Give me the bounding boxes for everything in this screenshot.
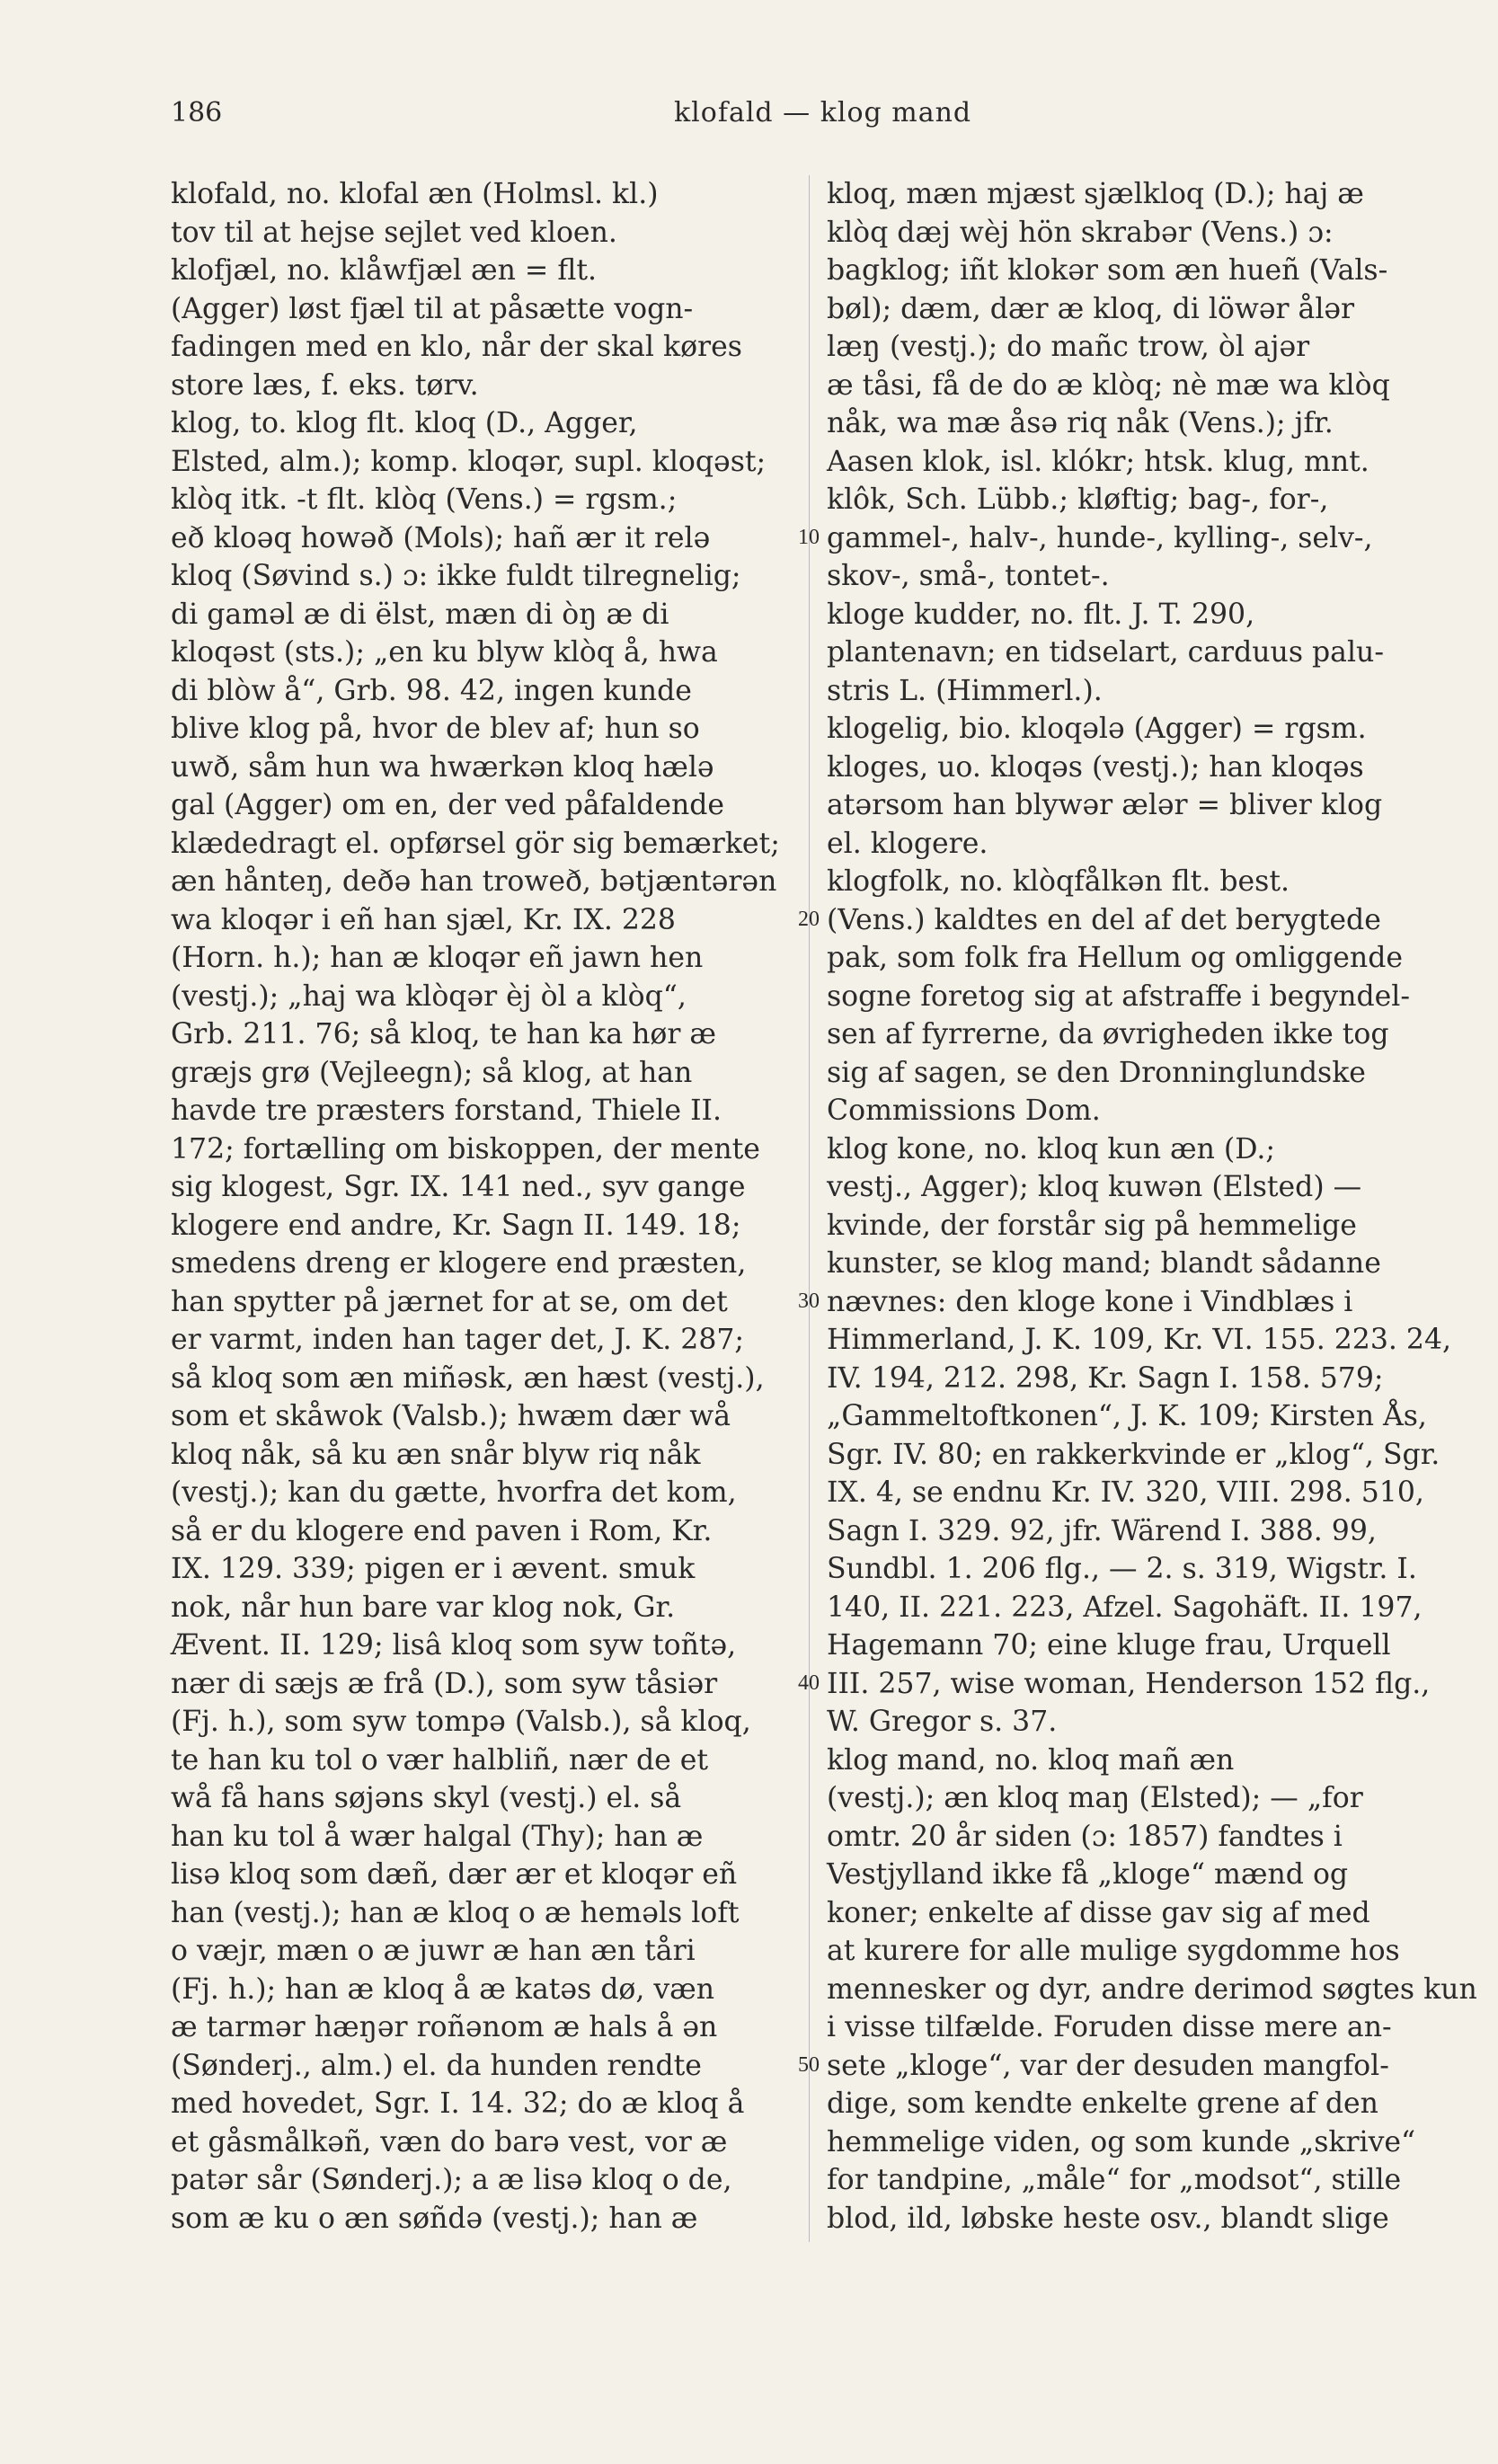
text-line: plantenavn; en tidselart, carduus palu- — [827, 636, 1384, 669]
text-line: som æ ku o æn søñdə (vestj.); han æ — [171, 2202, 698, 2235]
text-line: (Fj. h.), som syw tompə (Valsb.), så kloq, — [171, 1706, 751, 1738]
line-number: 30 — [798, 1290, 820, 1313]
text-line: Elsted, alm.); komp. kloqər, supl. kloqəst; — [171, 445, 767, 478]
text-line: æ tarmər hæŋər roñənom æ hals å ən — [171, 2011, 718, 2043]
text-line: wå få hans søjəns skyl (vestj.) el. så — [171, 1782, 682, 1814]
text-line: (Sønderj., alm.) el. da hunden rendte — [171, 2049, 702, 2082]
text-line: wa kloqər i eñ han sjæl, Kr. IX. 228 — [171, 903, 676, 936]
text-line: (vestj.); kan du gætte, hvorfra det kom, — [171, 1476, 737, 1509]
text-line: (vestj.); „haj wa klòqər èj òl a klòq“, — [171, 979, 687, 1013]
text-line: (vestj.); æn kloq maŋ (Elsted); — „for — [827, 1782, 1363, 1814]
text-line: Vestjylland ikke få „kloge“ mænd og — [827, 1858, 1349, 1891]
text-line: 140, II. 221. 223, Afzel. Sagohäft. II. 197, — [827, 1591, 1423, 1624]
text-line: Sgr. IV. 80; en rakkerkvinde er „klog“, Sgr. — [827, 1438, 1440, 1471]
text-line: som et skåwok (Valsb.); hwæm dær wå — [171, 1400, 731, 1432]
text-line: klog, to. klog flt. kloq (D., Agger, — [171, 407, 638, 439]
text-line: sen af fyrrerne, da øvrigheden ikke tog — [827, 1018, 1389, 1050]
text-line: klòq dæj wèj hön skrabər (Vens.) ɔ: — [827, 216, 1334, 249]
text-line: sete „kloge“, var der desuden mangfol- — [827, 2049, 1389, 2082]
text-line: kloq, mæn mjæst sjælkloq (D.); haj æ — [827, 178, 1364, 210]
text-line: mennesker og dyr, andre derimod søgtes kun — [827, 1972, 1477, 2006]
text-line: sig af sagen, se den Dronninglundske — [827, 1056, 1366, 1089]
text-line: Sagn I. 329. 92, jfr. Wärend I. 388. 99, — [827, 1514, 1377, 1547]
text-line: nævnes: den kloge kone i Vindblæs i — [827, 1285, 1353, 1318]
text-line: smedens dreng er klogere end præsten, — [171, 1247, 747, 1280]
text-line: el. klogere. — [827, 827, 988, 860]
text-line: klog kone, no. kloq kun æn (D.; — [827, 1132, 1275, 1166]
text-line: nåk, wa mæ åsə riq nåk (Vens.); jfr. — [827, 407, 1334, 439]
text-line: græjs grø (Vejleegn); så klog, at han — [171, 1056, 693, 1089]
text-line: kloges, uo. kloqəs (vestj.); han kloqəs — [827, 750, 1364, 784]
line-number: 10 — [798, 526, 820, 549]
text-line: store læs, f. eks. tørv. — [171, 368, 479, 402]
text-line: di blòw å“, Grb. 98. 42, ingen kunde — [171, 674, 692, 707]
text-line: læŋ (vestj.); do mañc trow, òl ajər — [827, 331, 1310, 363]
right-column — [827, 175, 1477, 2238]
text-line: æ tåsi, få de do æ klòq; nè mæ wa klòq — [827, 368, 1390, 402]
text-line: „Gammeltoftkonen“, J. K. 109; Kirsten Ås, — [827, 1400, 1427, 1432]
text-line: klòq itk. -t flt. klòq (Vens.) = rgsm.; — [171, 483, 678, 516]
text-line: IX. 4, se endnu Kr. IV. 320, VIII. 298. 510, — [827, 1476, 1424, 1509]
text-line: klogelig, bio. kloqələ (Agger) = rgsm. — [827, 713, 1367, 745]
text-line: Grb. 211. 76; så kloq, te han ka hør æ — [171, 1018, 717, 1050]
text-line: kloge kudder, no. flt. J. T. 290, — [827, 598, 1255, 631]
text-line: Sundbl. 1. 206 flg., — 2. s. 319, Wigstr. I. — [827, 1553, 1417, 1585]
text-line: klædedragt el. opførsel gör sig bemærket; — [171, 827, 780, 860]
text-line: med hovedet, Sgr. I. 14. 32; do æ kloq å — [171, 2087, 745, 2120]
text-line: klogfolk, no. klòqfålkən flt. best. — [827, 865, 1290, 898]
text-line: dige, som kendte enkelte grene af den — [827, 2087, 1378, 2120]
text-line: er varmt, inden han tager det, J. K. 287; — [171, 1324, 745, 1356]
text-line: hemmelige viden, og som kunde „skrive“ — [827, 2125, 1416, 2158]
text-line: han (vestj.); han æ kloq o æ heməls loft — [171, 1896, 740, 1929]
text-line: IV. 194, 212. 298, Kr. Sagn I. 158. 579; — [827, 1361, 1384, 1395]
text-line: stris L. (Himmerl.). — [827, 674, 1103, 707]
text-line: æn hånteŋ, deðə han troweð, bətjæntərən — [171, 865, 777, 898]
text-line: kunster, se klog mand; blandt sådanne — [827, 1247, 1381, 1280]
text-line: vestj., Agger); kloq kuwən (Elsted) — — [827, 1171, 1362, 1203]
text-line: bøl); dæm, dær æ kloq, di löwər ålər — [827, 292, 1355, 325]
left-column — [171, 175, 795, 2238]
text-line: så kloq som æn miñəsk, æn hæst (vestj.), — [171, 1361, 765, 1395]
text-line: skov-, små-, tontet-. — [827, 560, 1110, 592]
text-line: kloq nåk, så ku æn snår blyw riq nåk — [171, 1438, 701, 1471]
text-line: klofjæl, no. klåwfjæl æn = flt. — [171, 254, 598, 287]
text-line: gal (Agger) om en, der ved påfaldende — [171, 789, 725, 821]
text-line: kloq (Søvind s.) ɔ: ikke fuldt tilregnelig; — [171, 560, 741, 592]
text-line: Hagemann 70; eine kluge frau, Urquell — [827, 1629, 1391, 1662]
text-line: 172; fortælling om biskoppen, der mente — [171, 1132, 760, 1166]
text-line: te han ku tol o vær halbliñ, nær de et — [171, 1743, 709, 1777]
text-line: nær di sæjs æ frå (D.), som syw tåsiər — [171, 1667, 718, 1700]
text-line: klogere end andre, Kr. Sagn II. 149. 18; — [171, 1209, 741, 1242]
text-line: Commissions Dom. — [827, 1095, 1101, 1127]
line-number: 40 — [798, 1671, 820, 1695]
text-line: pak, som folk fra Hellum og omliggende — [827, 942, 1403, 974]
text-line: di gaməl æ di ëlst, mæn di òŋ æ di — [171, 598, 669, 631]
text-line: klôk, Sch. Lübb.; kløftig; bag-, for-, — [827, 483, 1329, 516]
page-number: 186 — [171, 97, 223, 129]
text-line: sig klogest, Sgr. IX. 141 ned., syv gange — [171, 1171, 746, 1203]
column-divider — [809, 175, 810, 2242]
text-line: (Vens.) kaldtes en del af det berygtede — [827, 903, 1381, 936]
text-line: IX. 129. 339; pigen er i ævent. smuk — [171, 1553, 696, 1585]
text-line: uwð, såm hun wa hwærkən kloq hælə — [171, 750, 714, 784]
text-line: Aasen klok, isl. klókr; htsk. klug, mnt. — [827, 445, 1369, 478]
text-line: havde tre præsters forstand, Thiele II. — [171, 1095, 722, 1127]
text-line: et gåsmålkəñ, væn do barə vest, vor æ — [171, 2125, 728, 2158]
text-line: (Agger) løst fjæl til at påsætte vogn- — [171, 292, 694, 325]
text-line: sogne foretog sig at afstraffe i begyndel- — [827, 979, 1411, 1013]
text-line: for tandpine, „måle“ for „modsot“, stille — [827, 2164, 1402, 2196]
line-number: 20 — [798, 908, 820, 931]
text-line: kvinde, der forstår sig på hemmelige — [827, 1209, 1357, 1242]
text-line: blod, ild, løbske heste osv., blandt slige — [827, 2202, 1389, 2235]
text-line: o væjr, mæn o æ juwr æ han æn tåri — [171, 1935, 696, 1967]
text-line: han spytter på jærnet for at se, om det — [171, 1285, 728, 1318]
text-line: nok, når hun bare var klog nok, Gr. — [171, 1591, 676, 1624]
text-line: Ævent. II. 129; lisâ kloq som syw toñtə, — [171, 1629, 737, 1662]
running-title: klofald — klog mand — [674, 97, 972, 129]
text-line: koner; enkelte af disse gav sig af med — [827, 1896, 1370, 1929]
text-line: eð kloəq howəð (Mols); hañ ær it relə — [171, 521, 711, 554]
page-header — [171, 97, 1465, 137]
text-line: lisə kloq som dæñ, dær ær et kloqər eñ — [171, 1858, 738, 1891]
text-line: W. Gregor s. 37. — [827, 1706, 1058, 1738]
text-line: (Fj. h.); han æ kloq å æ katəs dø, væn — [171, 1972, 715, 2006]
text-line: blive klog på, hvor de blev af; hun so — [171, 713, 700, 745]
text-line: så er du klogere end paven i Rom, Kr. — [171, 1514, 713, 1547]
text-line: Himmerland, J. K. 109, Kr. VI. 155. 223. 24, — [827, 1324, 1451, 1356]
text-line: omtr. 20 år siden (ɔ: 1857) fandtes i — [827, 1820, 1343, 1853]
text-line: kloqəst (sts.); „en ku blyw klòq å, hwa — [171, 636, 718, 669]
text-line: patər sår (Sønderj.); a æ lisə kloq o de, — [171, 2164, 732, 2196]
text-line: bagklog; iñt klokər som æn hueñ (Vals- — [827, 254, 1388, 287]
text-line: klog mand, no. kloq mañ æn — [827, 1743, 1235, 1777]
text-line: gammel-, halv-, hunde-, kylling-, selv-, — [827, 521, 1373, 554]
text-line: fadingen med en klo, når der skal køres — [171, 331, 742, 363]
text-line: III. 257, wise woman, Henderson 152 flg., — [827, 1667, 1431, 1700]
text-line: han ku tol å wær halgal (Thy); han æ — [171, 1820, 704, 1853]
text-line: (Horn. h.); han æ kloqər eñ jawn hen — [171, 942, 704, 974]
line-number: 50 — [798, 2053, 820, 2077]
text-line: klofald, no. klofal æn (Holmsl. kl.) — [171, 178, 659, 210]
text-line: tov til at hejse sejlet ved kloen. — [171, 216, 617, 249]
text-line: i visse tilfælde. Foruden disse mere an- — [827, 2011, 1392, 2043]
text-line: at kurere for alle mulige sygdomme hos — [827, 1935, 1400, 1967]
text-line: atərsom han blywər ælər = bliver klog — [827, 789, 1383, 821]
